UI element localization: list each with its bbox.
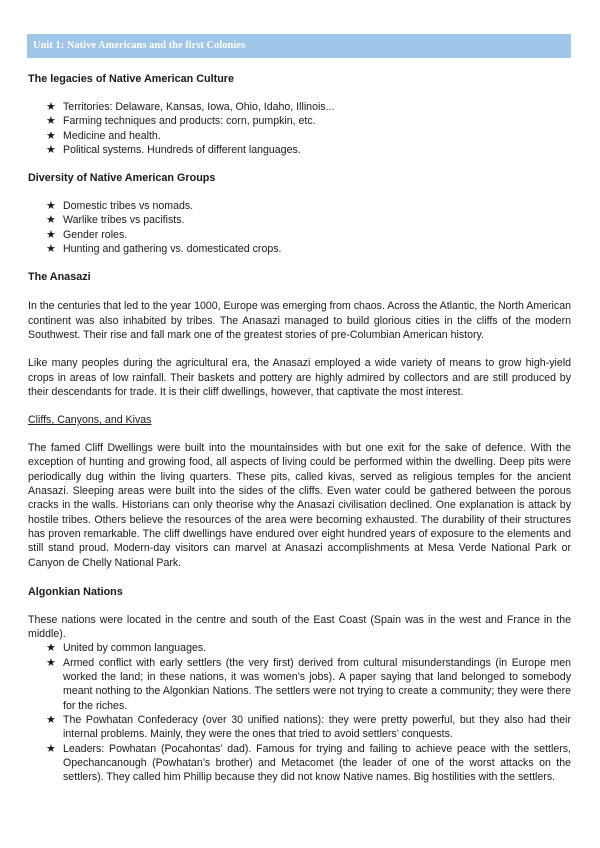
- list-item: [28, 641, 571, 655]
- algonkian-list: [28, 641, 571, 784]
- list-item-text: Warlike tribes vs pacifists.: [63, 214, 185, 227]
- anasazi-paragraph-2: Like many peoples during the agricultural era, the Anasazi employed a wide variety of means to grow high-yield crops in areas of low rainfall. Their baskets and pottery are highly admired by collectors and are still produced by their descendants for trade. It is their cliff dwellings, however, that captivate the most interest.: [28, 357, 571, 398]
- legacies-list: [28, 100, 571, 157]
- list-item: [28, 742, 571, 785]
- algonkian-intro: These nations were located in the centre and south of the East Coast (Spain was in the west and France in the middle).: [28, 613, 571, 641]
- star-bullet-icon: ★: [46, 214, 56, 227]
- diversity-list: [28, 199, 571, 256]
- list-item: [28, 114, 571, 128]
- anasazi-heading: The Anasazi: [28, 271, 91, 284]
- list-item: [28, 228, 571, 242]
- star-bullet-icon: ★: [46, 129, 56, 142]
- list-item: [28, 656, 571, 713]
- star-bullet-icon: ★: [46, 243, 56, 256]
- star-bullet-icon: ★: [46, 642, 56, 655]
- list-item-text: Leaders: Powhatan (Pocahontas’ dad). Famous for trying and failing to achieve peace with the settlers, Opechancanough (Powhatan’s brother) and Metacomet (the leader of one of the worst attacks on the settlers). They called him Phillip because they did not know Native names. Big hostilities with the settlers.: [63, 742, 571, 784]
- list-item-text: Hunting and gathering vs. domesticated crops.: [63, 243, 282, 256]
- diversity-heading: Diversity of Native American Groups: [28, 172, 216, 185]
- list-item: [28, 143, 571, 157]
- unit-title-banner: Unit 1: Native Americans and the first Colonies: [27, 34, 571, 58]
- star-bullet-icon: ★: [46, 115, 56, 128]
- legacies-heading: The legacies of Native American Culture: [28, 73, 235, 85]
- star-bullet-icon: ★: [46, 200, 56, 213]
- list-item-text: Domestic tribes vs nomads.: [63, 200, 194, 213]
- cliffs-subheading: Cliffs, Canyons, and Kivas: [28, 414, 152, 427]
- list-item-text: Medicine and health.: [63, 129, 161, 142]
- list-item: [28, 213, 571, 227]
- list-item: [28, 129, 571, 143]
- document-body: [28, 72, 571, 784]
- star-bullet-icon: ★: [46, 143, 56, 156]
- star-bullet-icon: ★: [46, 713, 56, 726]
- cliffs-paragraph: The famed Cliff Dwellings were built into the mountainsides with but one exit for the sake of defence. With the exception of hunting and growing food, all aspects of living could be performed within the dwelling. Deep pits were periodically dug within the living quarters. These pits, called kivas, served as religious temples for the ancient Anasazi. Sleeping areas were built into the sides of the cliffs. Even water could be gathered between the porous cracks in the walls. Historians can only theorise why the Anasazi civilisation declined. One explanation is attack by hostile tribes. Others believe the resources of the area were becoming exhausted. The durability of their structures has proven remarkable. The cliff dwellings have endured over eight hundred years of exposure to the elements and still stand proud. Modern-day visitors can marvel at Anasazi accomplishments at Mesa Verde National Park or Canyon de Chelly National Park.: [28, 442, 571, 569]
- list-item-text: Gender roles.: [63, 228, 128, 241]
- list-item: [28, 100, 571, 114]
- star-bullet-icon: ★: [46, 742, 56, 755]
- algonkian-heading: Algonkian Nations: [28, 585, 123, 598]
- list-item-text: Political systems. Hundreds of different languages.: [63, 143, 301, 156]
- list-item: [28, 242, 571, 256]
- list-item: [28, 199, 571, 213]
- star-bullet-icon: ★: [46, 228, 56, 241]
- list-item-text: Armed conflict with early settlers (the very first) derived from cultural misunderstandings (in Europe men worked the land; in these nations, it was women’s jobs). A paper saying that land belonged to somebody meant nothing to the Algonkian Nations. The settlers were not trying to create a community; they were there for the riches.: [63, 656, 571, 712]
- list-item-text: Territories: Delaware, Kansas, Iowa, Ohio, Idaho, Illinois...: [63, 101, 335, 113]
- list-item: [28, 713, 571, 742]
- star-bullet-icon: ★: [46, 101, 56, 113]
- list-item-text: Farming techniques and products: corn, pumpkin, etc.: [63, 115, 316, 128]
- anasazi-paragraph-1: In the centuries that led to the year 1000, Europe was emerging from chaos. Across the Atlantic, the North American continent was also inhabited by tribes. The Anasazi managed to build glorious cities in the cliffs of the modern Southwest. Their rise and fall mark one of the greatest stories of pre-Columbian American history.: [28, 300, 571, 341]
- list-item-text: The Powhatan Confederacy (over 30 unified nations): they were pretty powerful, but they also had their internal problems. Mainly, they were the ones that tried to avoid settlers’ conquests.: [63, 713, 571, 741]
- star-bullet-icon: ★: [46, 656, 56, 669]
- list-item-text: United by common languages.: [63, 642, 207, 655]
